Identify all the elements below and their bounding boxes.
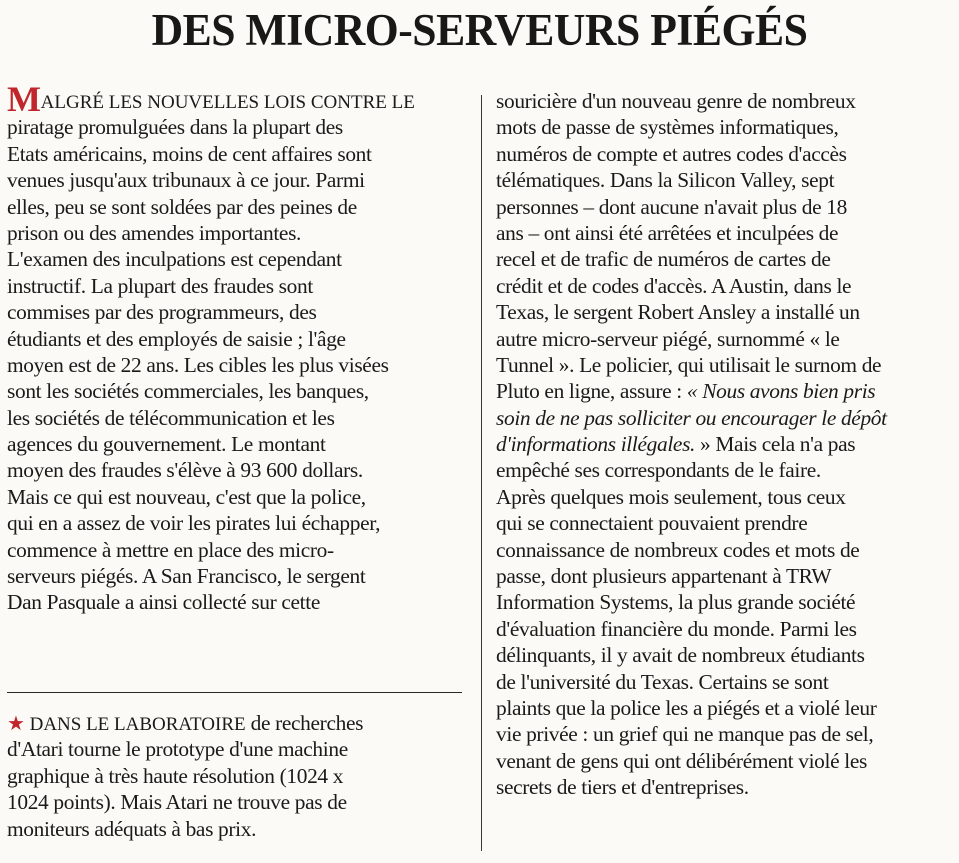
text-line: plaints que la police les a piégés et a violé leur — [496, 695, 877, 720]
text-line: qui se connectaient pouvaient prendre — [496, 511, 808, 536]
quote-line: soin de ne pas solliciter ou encourager le dépôt — [496, 405, 887, 430]
text-line: recel et de trafic de numéros de cartes de — [496, 247, 831, 272]
text-line: Mais ce qui est nouveau, c'est que la police, — [7, 484, 366, 509]
text-line: personnes – dont aucune n'avait plus de 18 — [496, 194, 847, 219]
text-line: les sociétés de télécommunication et les — [7, 405, 335, 430]
text-line: commises par des programmeurs, des — [7, 300, 317, 325]
text-line: souricière d'un nouveau genre de nombreux — [496, 89, 856, 113]
drop-cap: M — [7, 79, 41, 119]
lead-line — [7, 79, 475, 119]
text-line: étudiants et des employés de saisie ; l'âge — [7, 326, 346, 351]
lead-smallcaps: ALGRÉ LES NOUVELLES LOIS CONTRE LE — [40, 92, 415, 113]
left-column — [7, 79, 475, 616]
text-line: crédit et de codes d'accès. A Austin, dans le — [496, 273, 852, 298]
text-line: passe, dont plusieurs appartenant à TRW — [496, 564, 832, 589]
text-line: secrets de tiers et d'entreprises. — [496, 775, 749, 800]
sidebar-note — [7, 710, 475, 842]
text-line: moyen est de 22 ans. Les cibles les plus visées — [7, 352, 389, 377]
text-line: instructif. La plupart des fraudes sont — [7, 273, 313, 298]
note-line: graphique à très haute résolution (1024 x — [7, 763, 344, 788]
text-line: d'évaluation financière du monde. Parmi les — [496, 616, 857, 641]
note-line: moniteurs adéquats à bas prix. — [7, 816, 257, 841]
article-title: DES MICRO-SERVEURS PIÉGÉS — [151, 5, 808, 55]
text-line: sont les sociétés commerciales, les banques, — [7, 379, 369, 404]
text-line: elles, peu se sont soldées par des peines de — [7, 194, 357, 219]
text-line: connaissance de nombreux codes et mots de — [496, 537, 860, 562]
star-icon: ★ — [7, 713, 25, 735]
text-line: vie privée : un grief qui ne manque pas de sel, — [496, 722, 874, 747]
note-lead-line — [7, 710, 475, 736]
note-line: 1024 points). Mais Atari ne trouve pas de — [7, 790, 347, 815]
text-line: Dan Pasquale a ainsi collecté sur cette — [7, 590, 321, 615]
text-line: serveurs piégés. A San Francisco, le sergent — [7, 564, 366, 589]
note-line: d'Atari tourne le prototype d'une machine — [7, 737, 348, 762]
text-line: Texas, le sergent Robert Ansley a installé un — [496, 300, 860, 325]
text-line: agences du gouvernement. Le montant — [7, 432, 326, 457]
text-line — [496, 378, 956, 404]
text-line: Information Systems, la plus grande société — [496, 590, 856, 615]
text-line: autre micro-serveur piégé, surnommé « le — [496, 326, 840, 351]
text-segment: » Mais cela n'a pas — [695, 432, 856, 457]
text-line: Après quelques mois seulement, tous ceux — [496, 484, 846, 509]
text-line: qui en a assez de voir les pirates lui échapper, — [7, 511, 381, 536]
text-line: moyen des fraudes s'élève à 93 600 dollars. — [7, 458, 363, 483]
text-line: Tunnel ». Le policier, qui utilisait le surnom de — [496, 352, 882, 377]
right-column — [496, 88, 956, 801]
note-lead: DANS LE LABORATOIRE — [29, 714, 246, 735]
text-segment: Pluto en ligne, assure : — [496, 379, 687, 404]
column-divider — [481, 95, 482, 851]
quote-segment: « Nous avons bien pris — [686, 379, 876, 404]
text-line: venant de gens qui ont délibérément violé les — [496, 748, 867, 773]
text-line — [496, 431, 956, 457]
text-line: venues jusqu'aux tribunaux à ce jour. Parmi — [7, 168, 365, 193]
text-line: prison ou des amendes importantes. — [7, 220, 302, 245]
text-line: de l'université du Texas. Certains se sont — [496, 669, 829, 694]
text-line: mots de passe de systèmes informatiques, — [496, 115, 839, 140]
note-lead-rest: de recherches — [245, 711, 364, 735]
quote-segment: d'informations illégales. — [496, 432, 696, 457]
text-line: L'examen des inculpations est cependant — [7, 247, 342, 272]
text-line: délinquants, il y avait de nombreux étudiants — [496, 643, 865, 668]
text-line: numéros de compte et autres codes d'accès — [496, 141, 847, 166]
text-line: ans – ont ainsi été arrêtées et inculpées de — [496, 220, 839, 245]
text-line: télématiques. Dans la Silicon Valley, sept — [496, 168, 835, 193]
text-line: Etats américains, moins de cent affaires sont — [7, 141, 372, 166]
text-line: empêché ses correspondants de le faire. — [496, 458, 821, 483]
text-line: piratage promulguées dans la plupart des — [7, 115, 343, 140]
text-line: commence à mettre en place des micro- — [7, 537, 334, 562]
section-rule — [7, 692, 462, 693]
